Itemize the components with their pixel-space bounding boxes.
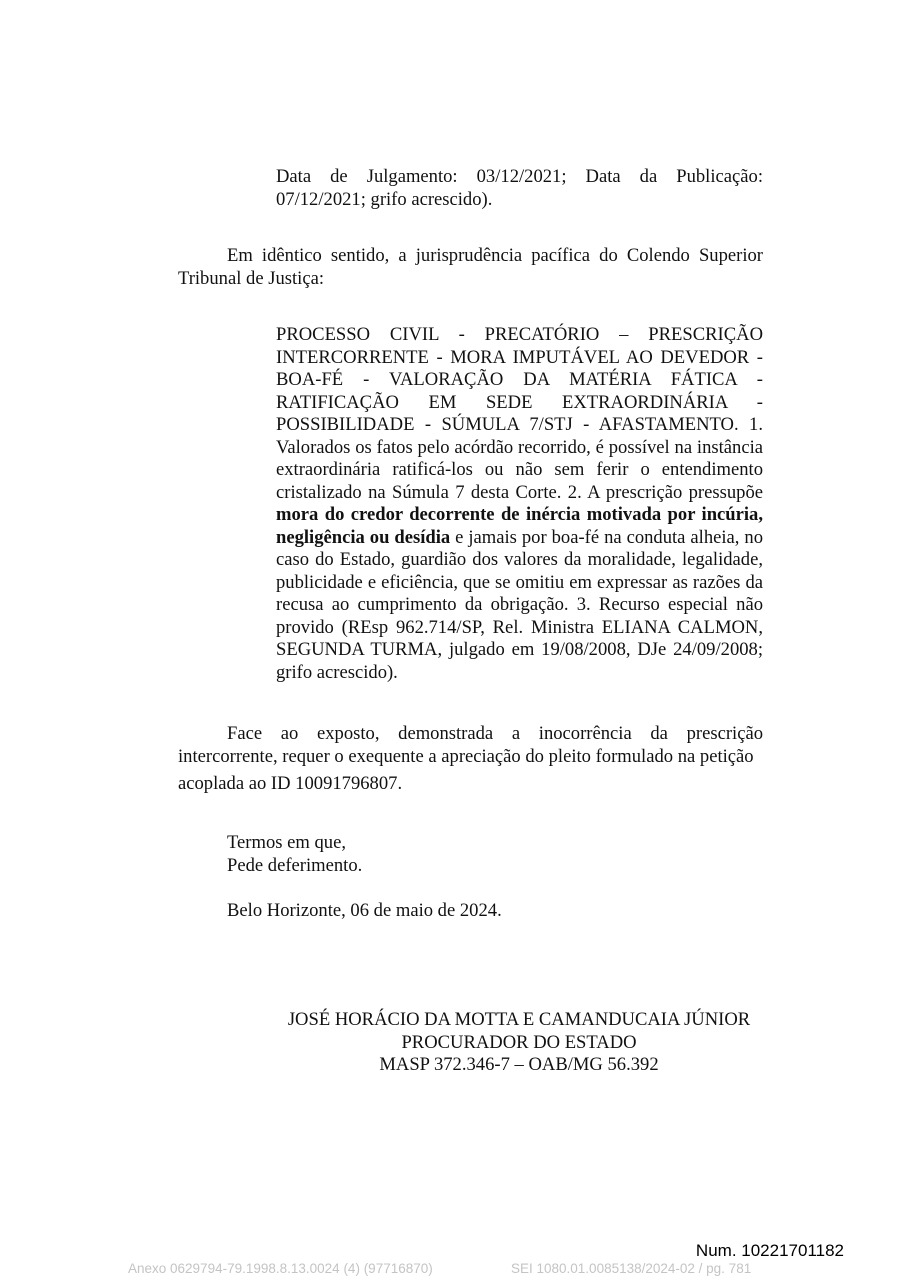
intro-paragraph: Em idêntico sentido, a jurisprudência pacífica do Colendo Superior Tribunal de Justiça: <box>178 245 763 289</box>
footer-anexo-stamp: Anexo 0629794-79.1998.8.13.0024 (4) (97716870) <box>128 1261 433 1276</box>
quote-text-part2: e jamais por boa-fé na conduta alheia, no caso do Estado, guardião dos valores da moralidade, legalidade, publicidade e eficiência, que se omitiu em expressar as razões da recusa ao cumprimento da obrigação. 3. Recurso especial não provido (REsp 962.714/SP, Rel. Ministra ELIANA CALMON, SEGUNDA TURMA, julgado em 19/08/2008, DJe 24/09/2008; grifo acrescido). <box>276 526 763 683</box>
signature-block <box>268 1009 770 1077</box>
place-date: Belo Horizonte, 06 de maio de 2024. <box>227 900 502 921</box>
stj-jurisprudence-quote <box>276 324 763 684</box>
closing-line2: Pede deferimento. <box>227 854 363 876</box>
footer-sei-stamp: SEI 1080.01.0085138/2024-02 / pg. 781 <box>511 1261 752 1276</box>
conclusion-paragraph <box>178 723 763 768</box>
signature-role: PROCURADOR DO ESTADO <box>401 1031 637 1053</box>
conclusion-text: Face ao exposto, demonstrada a inocorrência da prescrição intercorrente, requer o exequente a apreciação do pleito formulado na petição <box>178 723 763 767</box>
signature-registration: MASP 372.346-7 – OAB/MG 56.392 <box>379 1054 659 1075</box>
signature-name: JOSÉ HORÁCIO DA MOTTA E CAMANDUCAIA JÚNIOR <box>287 1009 751 1030</box>
citation-dates-line2: 07/12/2021; grifo acrescido). <box>276 188 493 210</box>
document-number: Num. 10221701182 <box>695 1241 844 1260</box>
conclusion-last-line: acoplada ao ID 10091796807. <box>178 773 403 794</box>
closing-formula <box>227 832 362 877</box>
closing-line1: Termos em que, <box>227 832 347 853</box>
citation-dates <box>276 166 763 211</box>
quote-text-part1: PROCESSO CIVIL - PRECATÓRIO – PRESCRIÇÃO INTERCORRENTE - MORA IMPUTÁVEL AO DEVEDOR - BOA-FÉ - VALORAÇÃO DA MATÉRIA FÁTICA - RATIFICAÇÃO EM SEDE EXTRAORDINÁRIA - POSSIBILIDADE - SÚMULA 7/STJ - AFASTAMENTO. 1. Valorados os fatos pelo acórdão recorrido, é possível na instância extraordinária ratificá-los ou não sem ferir o entendimento cristalizado na Súmula 7 desta Corte. 2. A prescrição pressupõe <box>276 324 763 503</box>
quote-bold-emphasis: mora do credor decorrente de inércia motivada por incúria, negligência ou desídia <box>276 504 763 548</box>
citation-dates-line1: Data de Julgamento: 03/12/2021; Data da Publicação: <box>276 166 763 187</box>
